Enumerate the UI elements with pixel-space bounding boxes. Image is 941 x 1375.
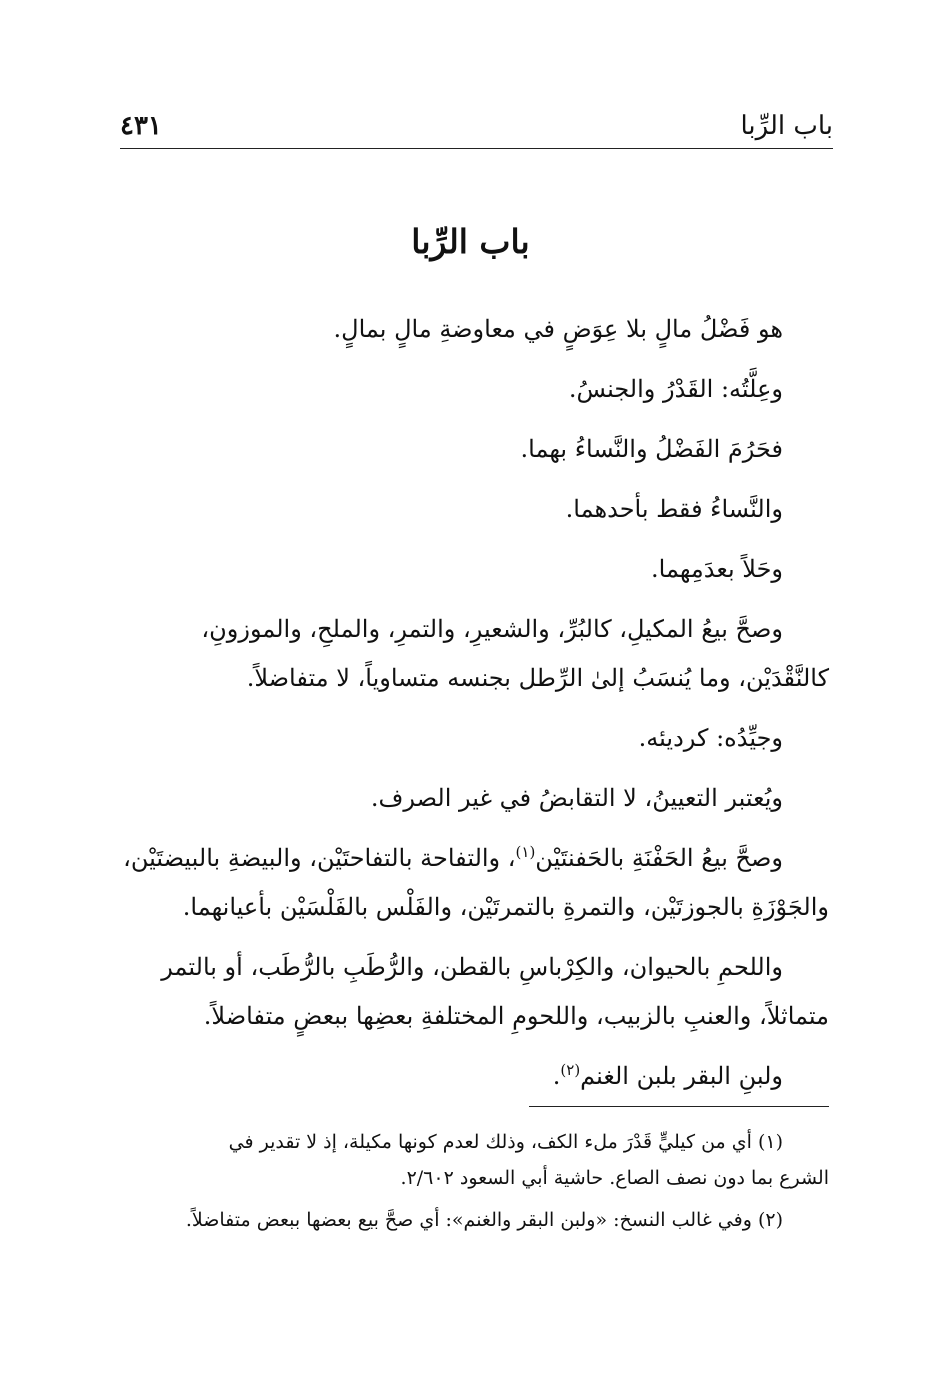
text-segment: . [552,1062,561,1090]
footnote-line: (١) أي من كيليٍّ قَدْرَ ملء الكف، وذلك لعدم كونها مكيلة، إذ لا تقدير في [228,1131,783,1153]
text-line: واللحمِ بالحيوان، والكِرْباسِ بالقطن، والرُّطَبِ بالرُّطَب، أو بالتمر [161,953,783,981]
chapter-title: باب الرِّبا [411,222,530,261]
paragraph-permission: وحَلاً بعدَمِهما. [651,555,783,583]
running-header [120,108,833,149]
footnote-line: الشرع بما دون نصف الصاع. حاشية أبي السعود ٢/٦٠٢. [400,1167,829,1189]
main-text [118,305,829,1112]
footnote-2 [118,1202,829,1238]
text-line [118,834,829,883]
footnote-ref-2[interactable]: (٢) [560,1061,581,1079]
paragraph-measured-goods [118,605,829,703]
running-title: باب الرِّبا [740,111,833,141]
text-line: متماثلاً، والعنبِ بالزبيب، واللحومِ المختلفةِ بعضِها ببعضٍ متفاضلاً. [203,1002,829,1030]
paragraph-milk [118,1052,829,1101]
text-segment: وصحَّ بيعُ الحَفْنَةِ بالحَفنتَيْن [535,844,783,872]
text-segment: ولبنِ البقر بلبن الغنم [580,1062,783,1090]
page-number: ٤٣١ [120,111,162,141]
paragraph-delay: والنَّساءُ فقط بأحدهما. [565,495,783,523]
paragraph-handful [118,834,829,932]
paragraph-prohibition: فحَرُمَ الفَضْلُ والنَّساءُ بهما. [520,435,783,463]
footnote-line: (٢) وفي غالب النسخ: «ولبن البقر والغنم»: أي صحَّ بيع بعضها ببعض متفاضلاً. [185,1209,783,1231]
paragraph-meat [118,943,829,1041]
paragraph-cause: وعِلَّتُه: القَدْرُ والجنسُ. [568,375,783,403]
text-segment: ، والتفاحة بالتفاحتَيْن، والبيضةِ بالبيضتَيْن، [123,844,516,872]
text-line: كالنَّقْدَيْن، وما يُنسَبُ إلىٰ الرِّطل بجنسه متساوياً، لا متفاضلاً. [246,664,829,692]
text-line: والجَوْزَةِ بالجوزتَيْن، والتمرةِ بالتمرتَيْن، والفَلْس بالفَلْسَيْن بأعيانهما. [182,893,829,921]
paragraph-specification: ويُعتبر التعيينُ، لا التقابضُ في غير الصرف. [370,784,783,812]
paragraph-quality: وجيِّدُه: كرديئه. [638,724,783,752]
paragraph-definition: هو فَضْلُ مالٍ بلا عِوَضٍ في معاوضةِ مالٍ بمالٍ. [333,315,783,343]
footnote-1 [118,1124,829,1196]
footnote-separator [529,1106,829,1107]
footnotes [118,1124,829,1244]
footnote-ref-1[interactable]: (١) [515,843,536,861]
text-line: وصحَّ بيعُ المكيلِ، كالبُرِّ، والشعيرِ، والتمرِ، والملحِ، والموزونِ، [201,615,783,643]
